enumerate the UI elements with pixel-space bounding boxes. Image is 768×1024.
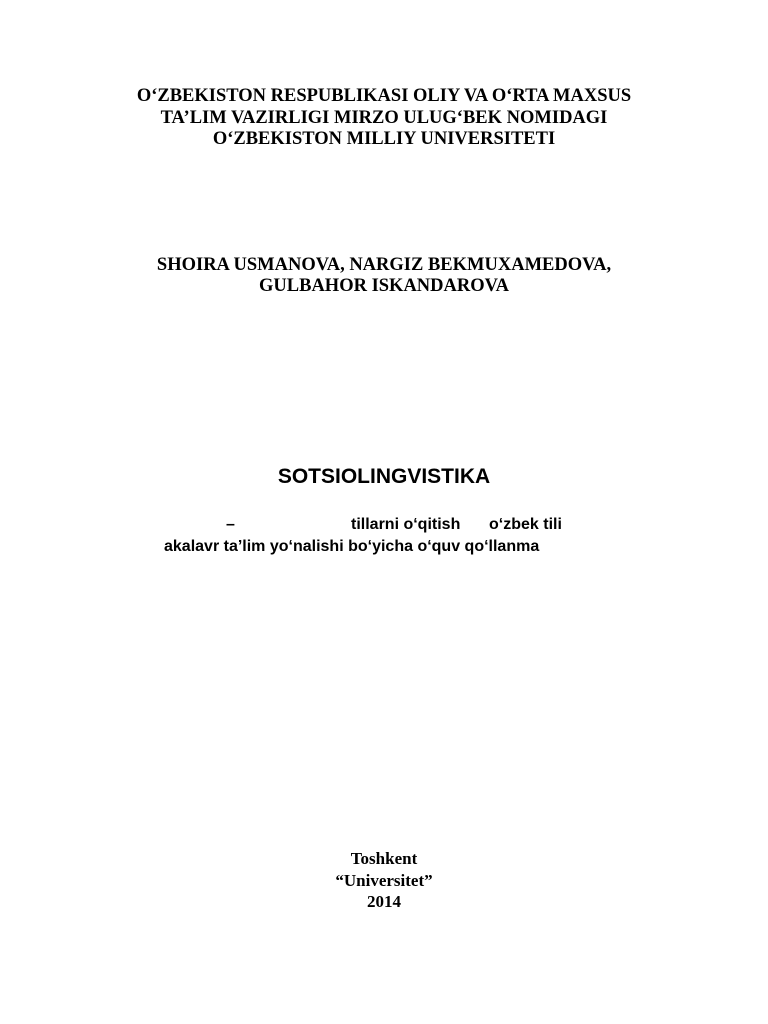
imprint [0,848,768,913]
title-text: SOTSIOLINGVISTIKA [277,465,491,488]
authors-line-2: GULBAHOR ISKANDAROVA [259,276,509,296]
imprint-year: 2014 [367,892,401,911]
institution-line-3: O‘ZBEKISTON MILLIY UNIVERSITETI [212,129,556,149]
book-title [0,464,768,490]
imprint-city: Toshkent [350,849,418,868]
authors-line-1: SHOIRA USMANOVA, NARGIZ BEKMUXAMEDOVA, [156,255,612,275]
institution-header [0,86,768,151]
subtitle-part-2: o‘zbek tili [489,516,562,533]
authors [0,255,768,297]
imprint-publisher: “Universitet” [335,870,433,890]
institution-line-1: O‘ZBEKISTON RESPUBLIKASI OLIY VA O‘RTA MAXSUS [136,86,632,106]
subtitle-line-2: akalavr ta’lim yo‘nalishi bo‘yicha o‘quv qo‘llanma [164,538,540,555]
institution-line-2: TA’LIM VAZIRLIGI MIRZO ULUG‘BEK NOMIDAGI [160,107,608,128]
subtitle-dash: – [226,516,235,533]
subtitle-part-1: tillarni o‘qitish [351,516,461,533]
